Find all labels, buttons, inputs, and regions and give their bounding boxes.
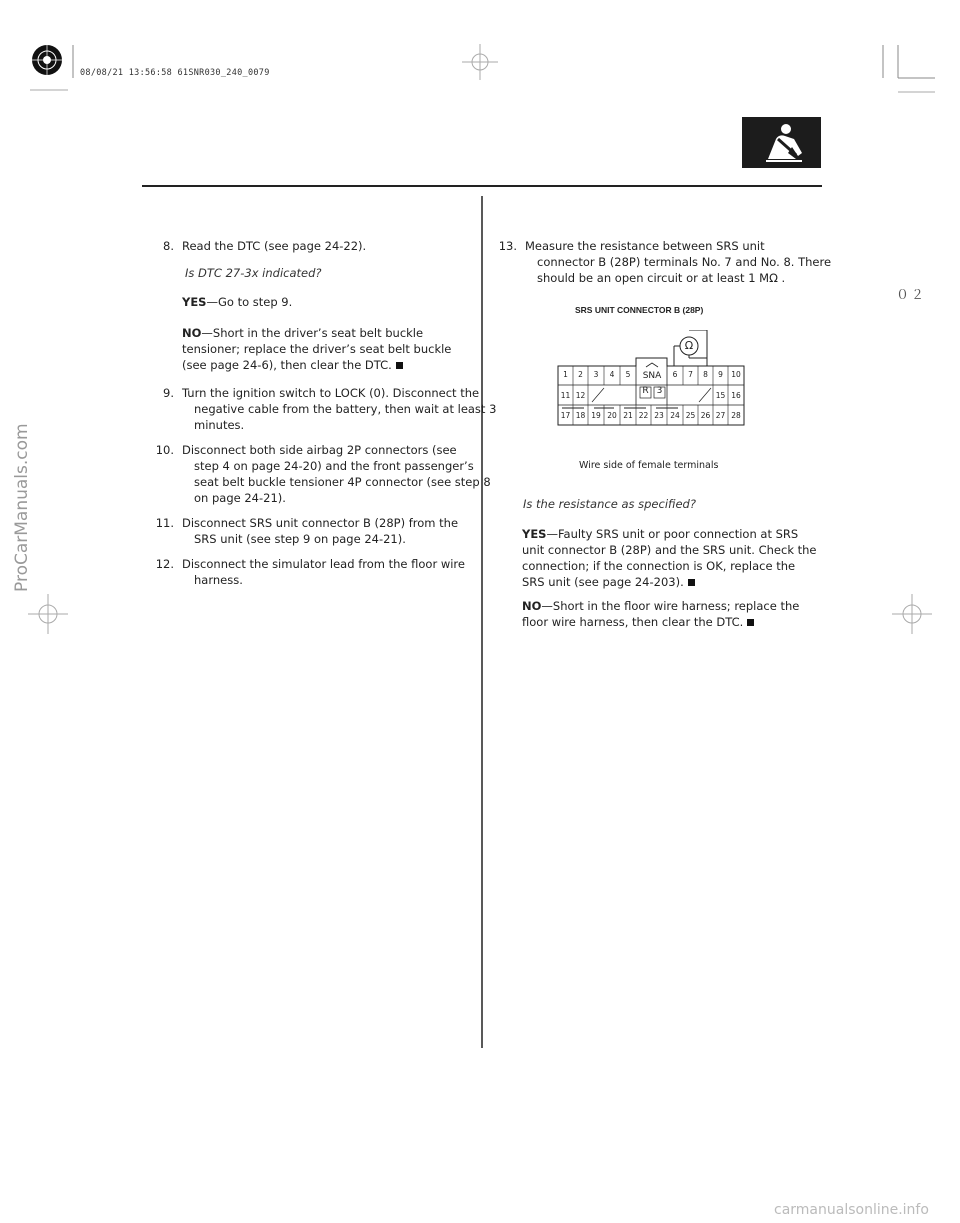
page-tab: ０２ xyxy=(896,288,927,303)
yes-text-line: Faulty SRS unit or poor connection at SRS xyxy=(557,527,799,541)
no-text-line: floor wire harness, then clear the DTC. xyxy=(522,615,744,629)
no-branch-1: NO—Short in the driver’s seat belt buckle tensioner; replace the driver’s seat belt buckle (see page 24-6), then clear the DTC. xyxy=(182,326,452,372)
step-text: connector B (28P) terminals No. 7 and No. 8. There xyxy=(537,255,832,269)
three-label: 3 xyxy=(656,386,663,396)
terminal-number: 10 xyxy=(731,370,741,379)
terminal-number: 25 xyxy=(685,411,696,420)
print-timestamp: 08/08/21 13:56:58 61SNR030_240_0079 xyxy=(80,68,270,78)
step-text: Disconnect SRS unit connector B (28P) from the xyxy=(182,516,459,530)
terminal-number: 11 xyxy=(560,391,571,400)
yes-text-line: SRS unit (see page 24-203). xyxy=(522,575,684,589)
terminal-number: 24 xyxy=(670,411,680,420)
step-number: 10. xyxy=(155,443,174,457)
terminal-number: 21 xyxy=(623,411,633,420)
terminal-number: 4 xyxy=(609,370,615,379)
crosshair-right-icon xyxy=(892,594,932,634)
yes-text: Go to step 9. xyxy=(217,295,293,309)
terminal-number: 15 xyxy=(715,391,726,400)
no-text-line: Short in the floor wire harness; replace the xyxy=(552,599,800,613)
step-text: harness. xyxy=(194,573,243,587)
step-text: Read the DTC (see page 24-22). xyxy=(182,239,367,253)
terminal-number: 17 xyxy=(560,411,571,420)
terminal-number: 9 xyxy=(718,370,723,379)
terminal-number: 7 xyxy=(688,370,693,379)
end-mark-icon xyxy=(747,619,754,626)
watermark-left: ProCarManuals.com xyxy=(12,423,32,592)
ohm-symbol: Ω xyxy=(684,339,694,352)
question-dtc: Is DTC 27-3x indicated? xyxy=(185,266,322,280)
seatbelt-icon-box xyxy=(742,117,821,168)
yes-text-line: connection; if the connection is OK, replace the xyxy=(522,559,796,573)
no-text-line: Short in the driver’s seat belt buckle xyxy=(212,326,424,340)
terminal-number: 5 xyxy=(625,370,631,379)
sna-label: SNA xyxy=(642,371,662,381)
step-text: Disconnect the simulator lead from the floor wire xyxy=(182,557,465,571)
yes-label: YES xyxy=(182,295,207,309)
step-number: 9. xyxy=(163,386,174,400)
terminal-number: 8 xyxy=(703,370,708,379)
step-text: seat belt buckle tensioner 4P connector (see step 8 xyxy=(194,475,491,489)
diagram-caption: Wire side of female terminals xyxy=(579,460,719,471)
end-mark-icon xyxy=(688,579,695,586)
no-label: NO xyxy=(182,326,202,340)
terminal-number: 16 xyxy=(731,391,741,400)
terminal-number: 22 xyxy=(638,411,649,420)
step-number: 11. xyxy=(155,516,174,530)
terminal-number: 12 xyxy=(575,391,586,400)
diagram-title: SRS UNIT CONNECTOR B (28P) xyxy=(575,305,704,315)
terminal-number: 18 xyxy=(575,411,586,420)
step-text: negative cable from the battery, then wait at least 3 xyxy=(194,402,497,416)
r-label: R xyxy=(642,386,649,396)
step-number: 13. xyxy=(498,239,517,253)
step-text: step 4 on page 24-20) and the front passenger’s xyxy=(194,459,474,473)
no-text-line: tensioner; replace the driver’s seat belt buckle xyxy=(182,342,452,356)
terminal-number: 28 xyxy=(731,411,741,420)
yes-label: YES xyxy=(522,527,547,541)
question-resistance: Is the resistance as specified? xyxy=(523,497,696,511)
yes-branch-2: YES—Faulty SRS unit or poor connection at SRS unit connector B (28P) and the SRS unit. Check the connection; if the connection is OK, replace the SRS unit (see page 24-203). xyxy=(522,527,817,589)
end-mark-icon xyxy=(396,362,403,369)
step-number: 12. xyxy=(155,557,174,571)
step-text: Turn the ignition switch to LOCK (0). Disconnect the xyxy=(182,386,480,400)
crosshair-top-icon xyxy=(462,44,498,80)
yes-text-line: unit connector B (28P) and the SRS unit. Check the xyxy=(522,543,817,557)
seatbelt-person-icon xyxy=(742,117,821,168)
no-text-line: (see page 24-6), then clear the DTC. xyxy=(182,358,392,372)
no-branch-2: NO—Short in the floor wire harness; replace the floor wire harness, then clear the DTC. xyxy=(522,599,800,629)
terminal-number: 26 xyxy=(700,411,711,420)
terminal-number: 23 xyxy=(654,411,664,420)
terminal-number: 2 xyxy=(578,370,583,379)
watermark-bottom: carmanualsonline.info xyxy=(774,1202,929,1218)
terminal-number: 1 xyxy=(563,370,568,379)
terminal-number: 3 xyxy=(593,370,599,379)
terminal-number: 6 xyxy=(672,370,678,379)
step-text: SRS unit (see step 9 on page 24-21). xyxy=(194,532,406,546)
terminal-number: 19 xyxy=(591,411,601,420)
step-text: Disconnect both side airbag 2P connectors (see xyxy=(182,443,457,457)
step-number: 8. xyxy=(163,239,174,253)
crosshair-left-icon xyxy=(28,594,68,634)
step-text: minutes. xyxy=(194,418,245,432)
step-text: Measure the resistance between SRS unit xyxy=(525,239,765,253)
no-label: NO xyxy=(522,599,542,613)
terminal-number: 20 xyxy=(607,411,617,420)
yes-branch-1: YES—Go to step 9. xyxy=(182,295,293,309)
connector-diagram xyxy=(556,330,748,426)
step-text: on page 24-21). xyxy=(194,491,286,505)
terminal-number: 27 xyxy=(715,411,726,420)
registration-target-icon xyxy=(25,38,69,82)
step-text: should be an open circuit or at least 1 MΩ . xyxy=(537,271,786,285)
